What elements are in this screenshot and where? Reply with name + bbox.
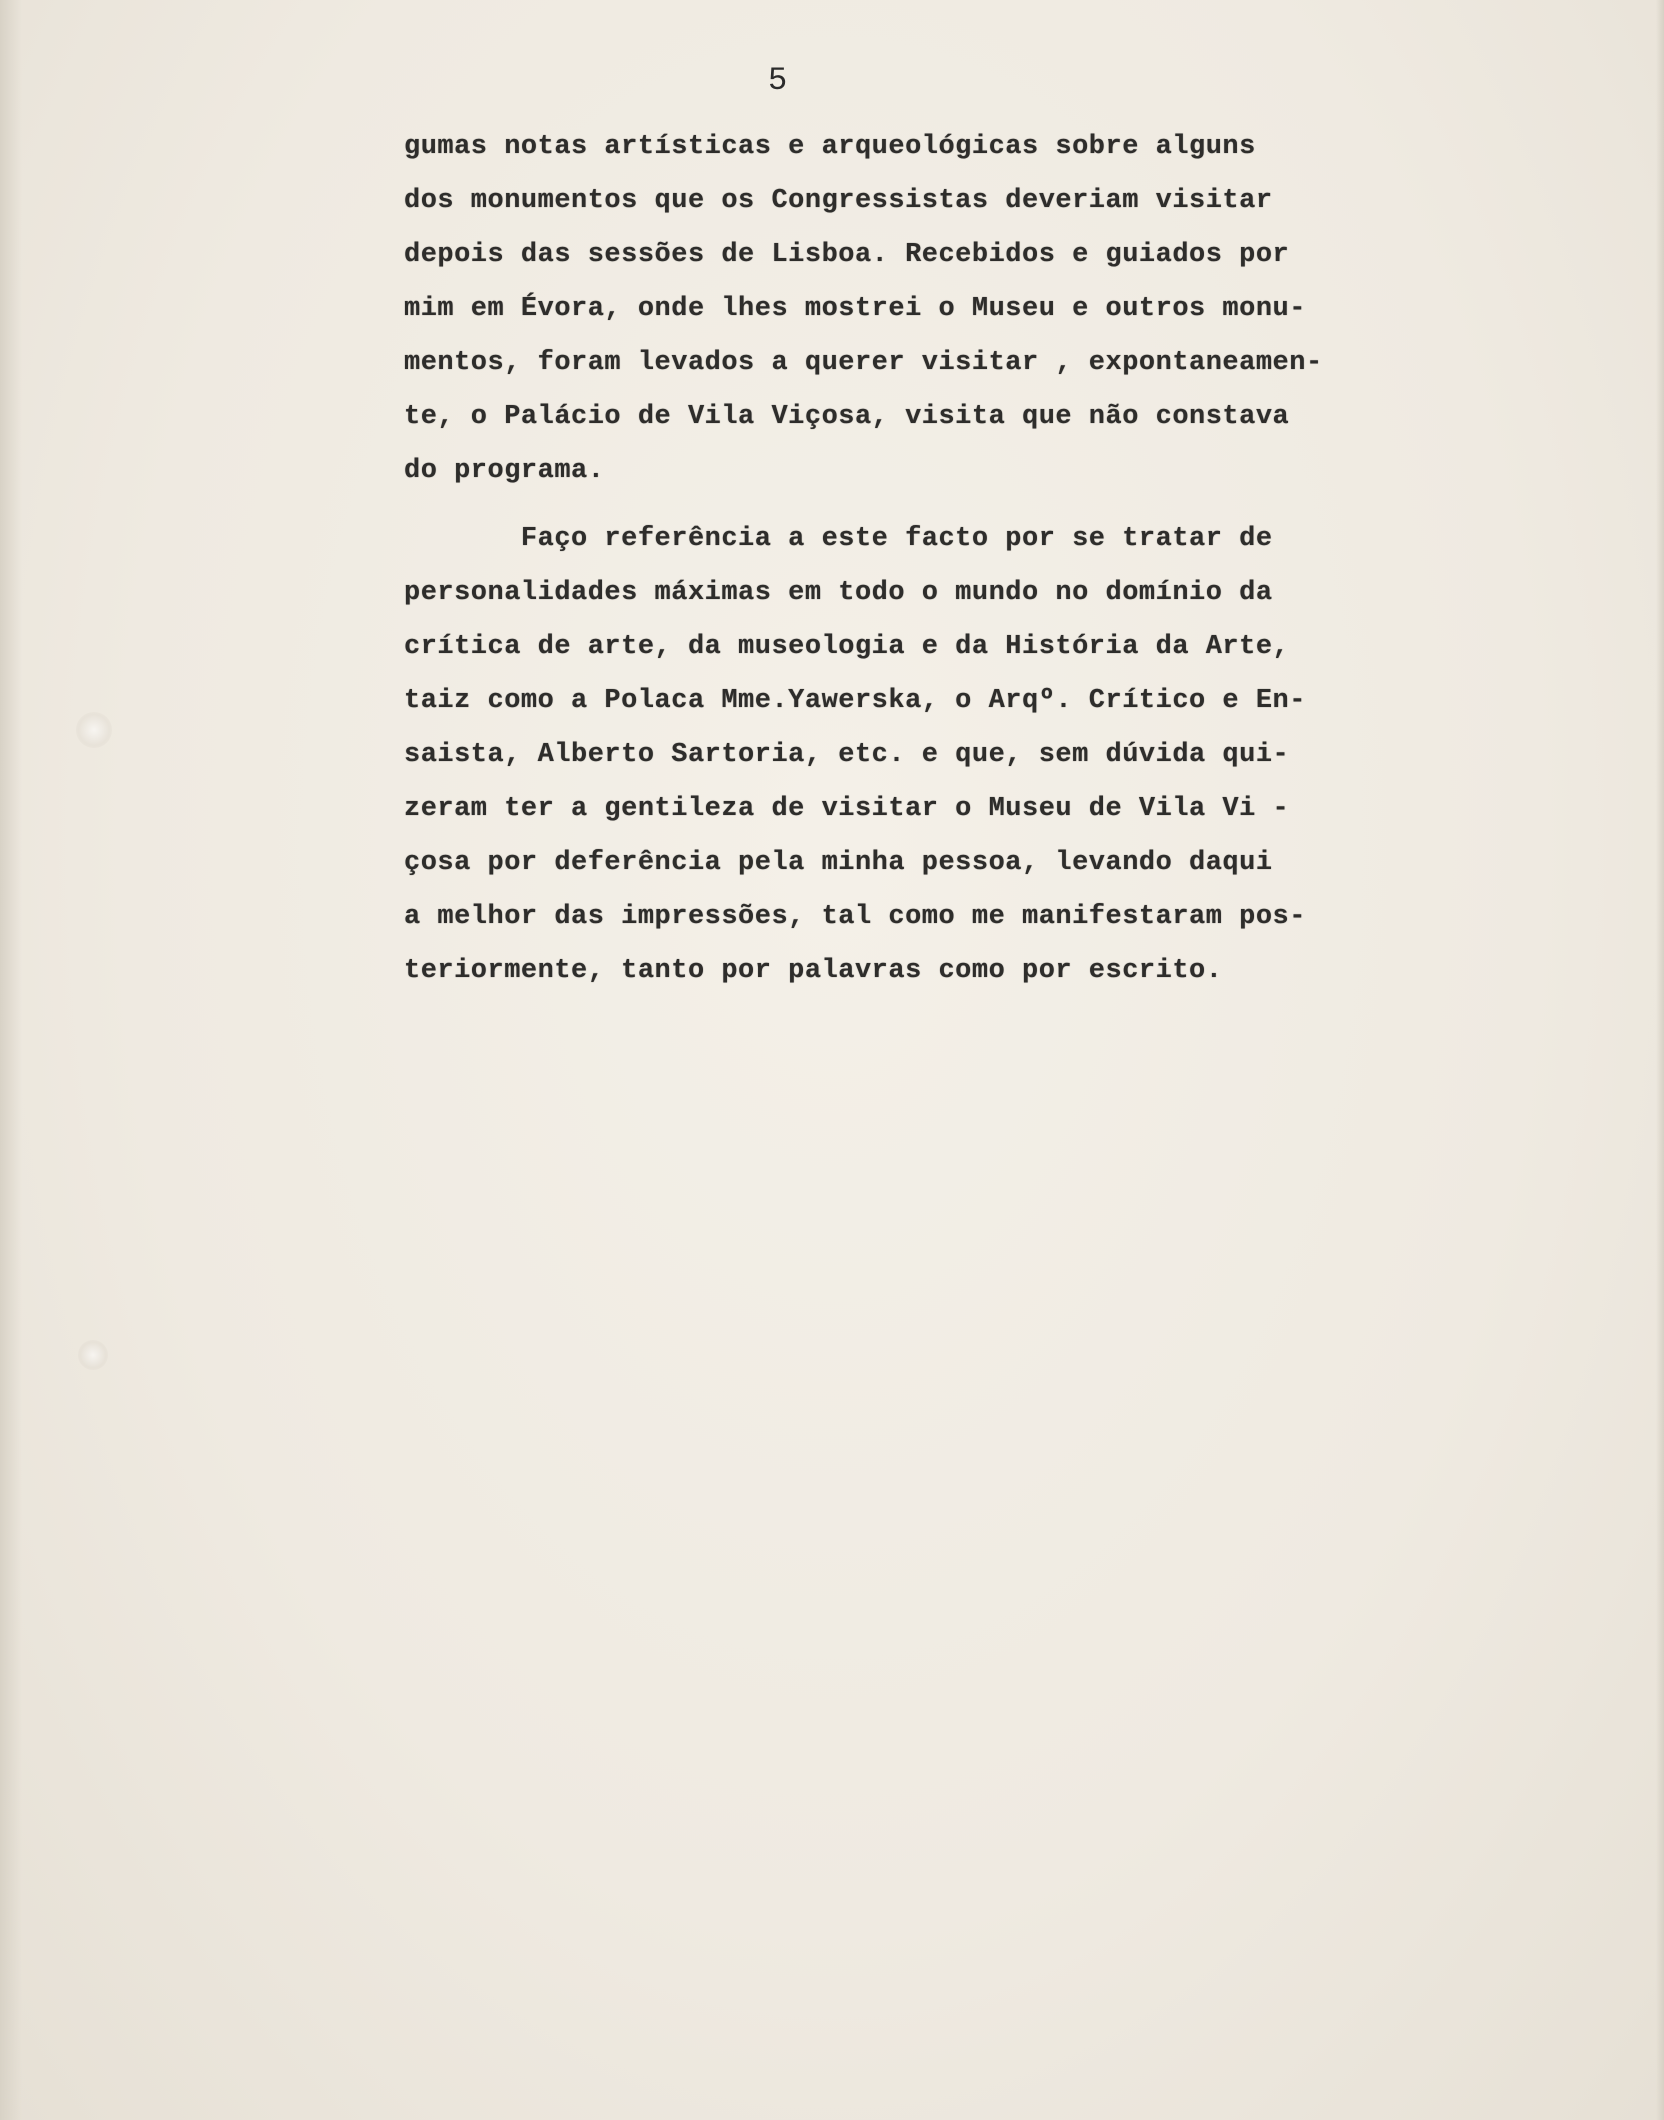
text-line: te, o Palácio de Vila Viçosa, visita que não constava bbox=[404, 402, 1290, 432]
text-line: zeram ter a gentileza de visitar o Museu de Vila Vi - bbox=[404, 794, 1290, 824]
page-left-shadow bbox=[0, 0, 22, 2120]
typewritten-body bbox=[404, 120, 1534, 998]
text-line: taiz como a Polaca Mme.Yawerska, o Arqº. Crítico e En- bbox=[404, 686, 1306, 716]
text-line: Faço referência a este facto por se tratar de bbox=[404, 524, 1273, 554]
text-line: mim em Évora, onde lhes mostrei o Museu e outros monu- bbox=[404, 294, 1306, 324]
text-line: depois das sessões de Lisboa. Recebidos e guiados por bbox=[404, 240, 1290, 270]
punch-hole-mark bbox=[76, 712, 112, 748]
paragraph-gap bbox=[404, 498, 1534, 512]
punch-hole-mark bbox=[78, 1340, 108, 1370]
text-line: dos monumentos que os Congressistas deveriam visitar bbox=[404, 186, 1273, 216]
text-line: saista, Alberto Sartoria, etc. e que, sem dúvida qui- bbox=[404, 740, 1290, 770]
text-line: do programa. bbox=[404, 456, 605, 486]
paragraph-2 bbox=[404, 512, 1534, 998]
paragraph-1 bbox=[404, 120, 1534, 498]
text-line: teriormente, tanto por palavras como por escrito. bbox=[404, 956, 1223, 986]
text-line: personalidades máximas em todo o mundo no domínio da bbox=[404, 578, 1273, 608]
page-right-edge bbox=[1656, 0, 1664, 2120]
text-line: gumas notas artísticas e arqueológicas sobre alguns bbox=[404, 132, 1256, 162]
text-line: mentos, foram levados a querer visitar , expontaneamen- bbox=[404, 348, 1323, 378]
page-number: 5 bbox=[768, 62, 788, 99]
text-line: a melhor das impressões, tal como me manifestaram pos- bbox=[404, 902, 1306, 932]
text-line: crítica de arte, da museologia e da História da Arte, bbox=[404, 632, 1290, 662]
text-line: çosa por deferência pela minha pessoa, levando daqui bbox=[404, 848, 1273, 878]
